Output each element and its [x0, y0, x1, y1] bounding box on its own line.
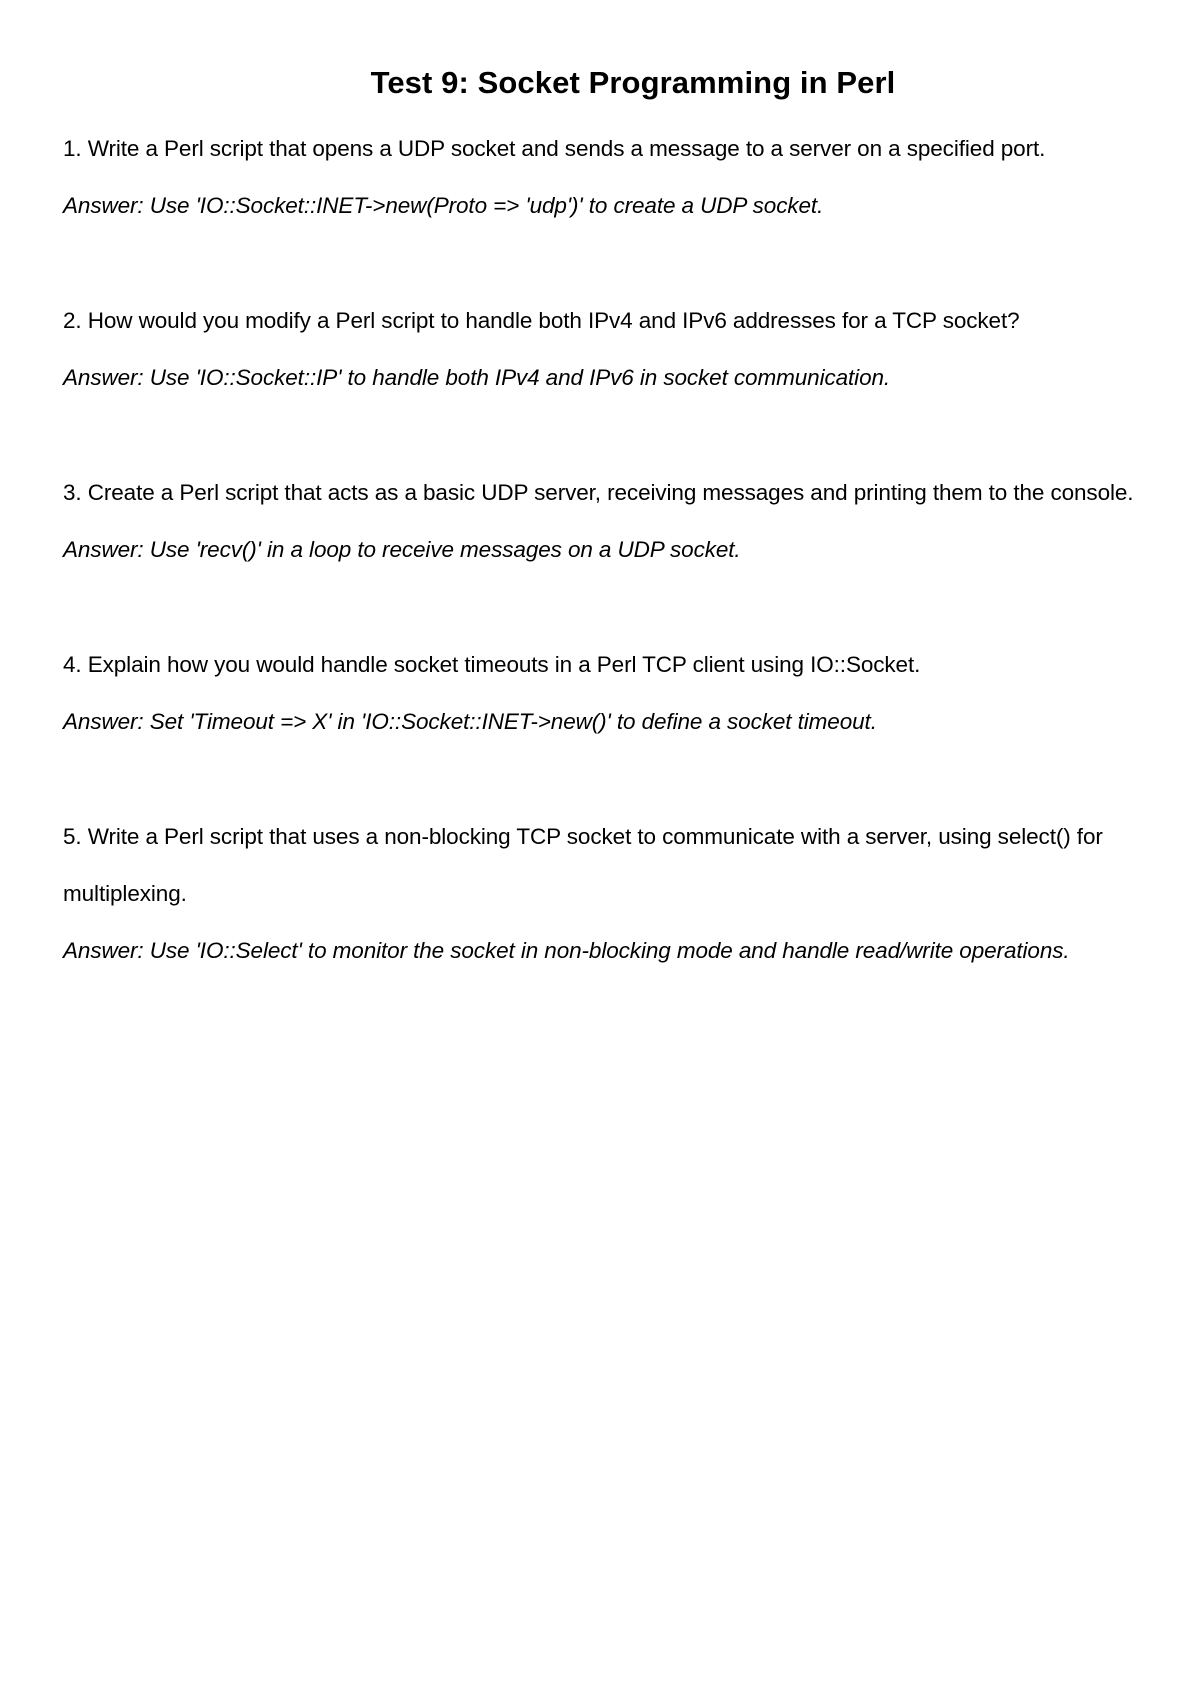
answer-text: Answer: Set 'Timeout => X' in 'IO::Socket::INET->new()' to define a socket timeout. — [63, 709, 877, 734]
question-item-1 — [63, 120, 1143, 234]
question-list — [63, 120, 1143, 1037]
question-item-5 — [63, 808, 1143, 979]
question-text: 1. Write a Perl script that opens a UDP socket and sends a message to a server on a specified port. — [63, 136, 1046, 161]
question-text: 5. Write a Perl script that uses a non-blocking TCP socket to communicate with a server, using select() for multiplexing. — [63, 824, 1103, 906]
question-item-4 — [63, 636, 1143, 750]
answer-text: Answer: Use 'IO::Socket::IP' to handle both IPv4 and IPv6 in socket communication. — [63, 365, 891, 390]
question-text: 3. Create a Perl script that acts as a basic UDP server, receiving messages and printing them to the console. — [63, 480, 1134, 505]
question-item-2 — [63, 292, 1143, 406]
answer-text: Answer: Use 'IO::Select' to monitor the socket in non-blocking mode and handle read/write operations. — [63, 938, 1070, 963]
answer-text: Answer: Use 'recv()' in a loop to receive messages on a UDP socket. — [63, 537, 741, 562]
question-item-3 — [63, 464, 1143, 578]
question-text: 2. How would you modify a Perl script to handle both IPv4 and IPv6 addresses for a TCP socket? — [63, 308, 1020, 333]
page-title: Test 9: Socket Programming in Perl — [370, 65, 896, 100]
question-text: 4. Explain how you would handle socket timeouts in a Perl TCP client using IO::Socket. — [63, 652, 921, 677]
answer-text: Answer: Use 'IO::Socket::INET->new(Proto => 'udp')' to create a UDP socket. — [63, 193, 824, 218]
